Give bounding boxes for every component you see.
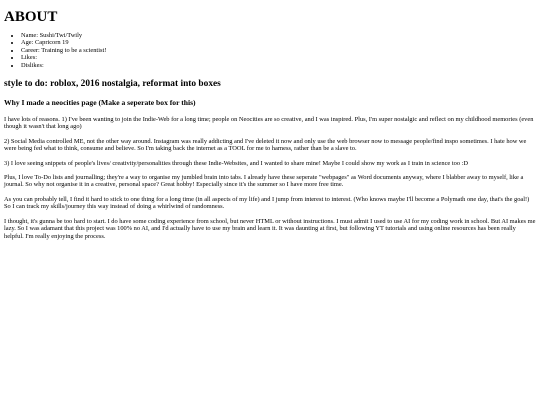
why-paragraph-3: 3) I love seeing snippets of people's lives/ creativity/personalities through these Indie-Websites, and I wanted to share mine! Maybe I could show my work as I train in science too :D (4, 159, 469, 167)
page-title: ABOUT (4, 9, 58, 25)
detail-name: • Name: Sushi/Twi/Twily (21, 32, 536, 39)
detail-career: • Career: Training to be a scientist! (21, 47, 536, 54)
detail-dislikes: • Dislikes: (21, 62, 536, 69)
detail-likes: • Likes: (21, 54, 536, 61)
why-paragraph-6: I thought, it's gunna be too hard to start. I do have some coding experience from school, but never HTML or without instructions. I must admit I used to use AI for my coding work in school. But AI makes me lazy. So I was adamant that this project was 100% no AI, and I'd actually have to use my brain and learn it. It was daunting at first, but following YT tutorials and using online resources has been really helpful. I'm really enjoying the process. (4, 217, 536, 240)
todo-heading: style to do: roblox, 2016 nostalgia, reformat into boxes (4, 79, 221, 90)
about-details-list (4, 32, 536, 69)
why-paragraph-4: Plus, I love To-Do lists and journalling; they're a way to organise my jumbled brain into tabs. I already have these seperate "webpages" as Word documents anyway, where I blabber away to myself, like a journal. So why not organise it in a creative, personal space? Great hobby! Especially since it's the summer so I have more free time. (4, 174, 524, 189)
why-heading: Why I made a neocities page (Make a seperate box for this) (4, 98, 196, 108)
why-paragraph-5: As you can probably tell, I find it hard to stick to one thing for a long time (in all aspects of my life) and I jump from interest to interest. (Who knows maybe I'll become a Polymath one day, that's the goal!) So I can track my skills/journey this way instead of doing a whirlwind of randomness. (4, 195, 530, 211)
why-paragraph-2: 2) Social Media controlled ME, not the other way around. Instagram was really addicting and I've deleted it now and only use the web browser now to message people/find inspo sometimes. I hate how we were being fed what to think, consume and believe. So I'm taking back the internet as a TOOL for me to harness, rather than be a slave to. (4, 137, 527, 153)
detail-age: • Age: Capricorn 19 (21, 39, 536, 46)
why-paragraph-1: I have lots of reasons. 1) I've been wanting to join the Indie-Web for a long time; people on Neocities are so creative, and I was inspired. Plus, I'm super nostalgic and reflect on my childhood memories (even though it wasn't that long ago) (4, 116, 534, 131)
